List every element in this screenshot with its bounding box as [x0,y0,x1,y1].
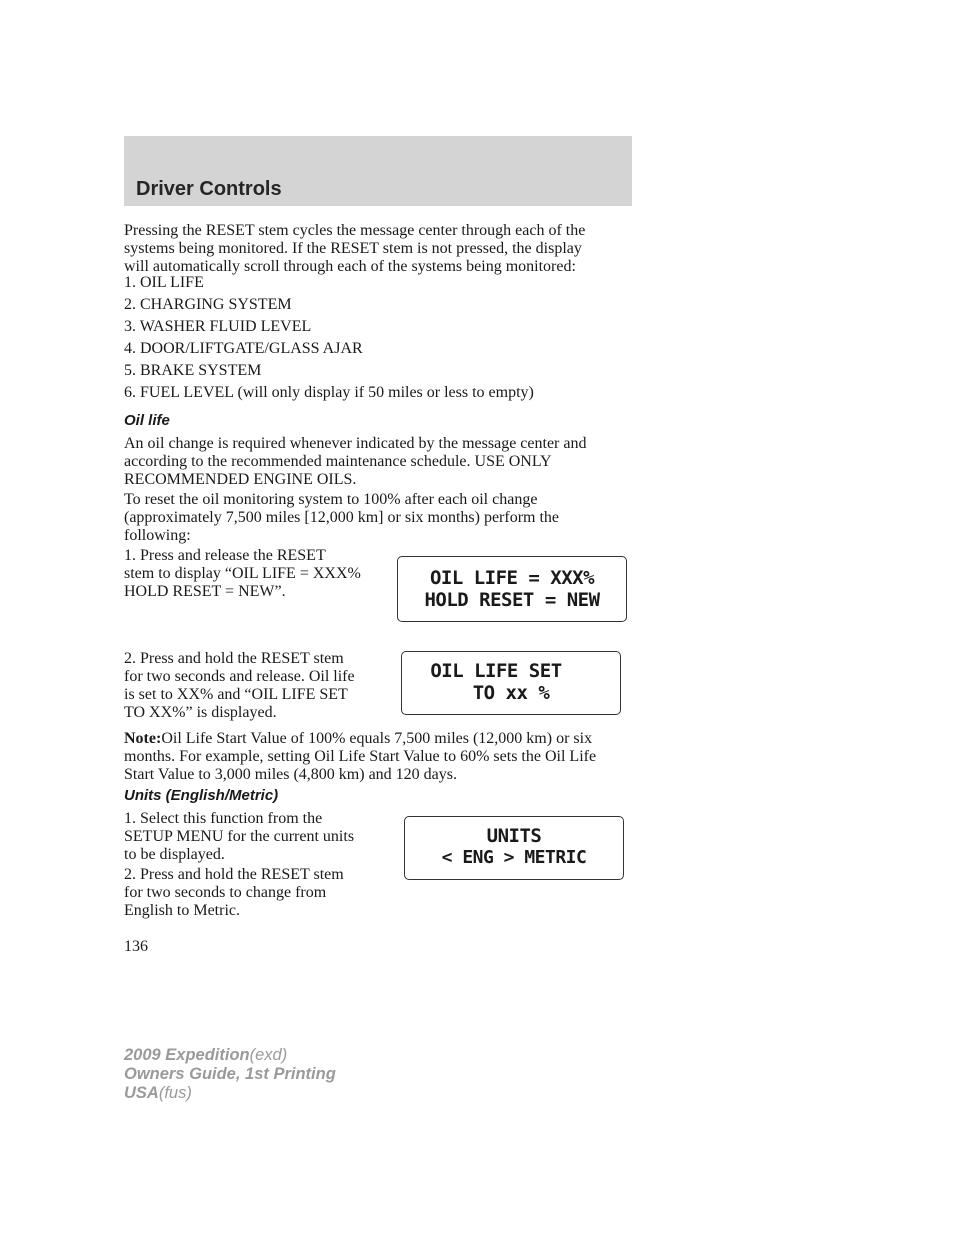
message-display-oil-life-set [401,651,621,715]
intro-line: systems being monitored. If the RESET stem is not pressed, the display [124,240,582,257]
units-step-2 [124,866,394,920]
paragraph-line: (approximately 7,500 miles [12,000 km] or six months) perform the [124,509,560,526]
step-line: 1. Select this function from the [124,810,323,827]
oil-step-2 [124,650,394,722]
oil-reset-paragraph [124,491,644,545]
footer-model-code: (exd) [249,1046,288,1064]
step-line: is set to XX% and “OIL LIFE SET [124,686,348,703]
paragraph-line: following: [124,527,191,544]
note-paragraph [124,730,644,784]
list-item: 6. FUEL LEVEL (will only display if 50 miles or less to empty) [124,384,534,401]
note-line: months. For example, setting Oil Life Start Value to 60% sets the Oil Life [124,748,597,765]
step-line: 1. Press and release the RESET [124,547,326,564]
paragraph-line: An oil change is required whenever indicated by the message center and [124,435,587,452]
footer-line [124,1065,336,1084]
step-line: for two seconds and release. Oil life [124,668,355,685]
paragraph-line: RECOMMENDED ENGINE OILS. [124,471,357,488]
footer-model: 2009 Expedition [124,1046,250,1064]
units-heading: Units (English/Metric) [124,787,279,804]
section-header [124,136,632,206]
display-line: HOLD RESET = NEW [424,589,600,611]
paragraph-line: To reset the oil monitoring system to 100% after each oil change [124,491,538,508]
units-step-1 [124,810,394,864]
intro-line: Pressing the RESET stem cycles the message center through each of the [124,222,586,239]
step-line: 2. Press and hold the RESET stem [124,650,344,667]
footer-printing: Owners Guide, 1st Printing [124,1065,336,1083]
section-title: Driver Controls [136,178,282,200]
step-line: 2. Press and hold the RESET stem [124,866,344,883]
note-text: Oil Life Start Value of 100% equals 7,500 miles (12,000 km) or six [161,730,593,747]
footer-line [124,1046,336,1065]
display-line: TO xx % [472,682,550,704]
note-label: Note: [124,730,162,747]
step-line: HOLD RESET = NEW”. [124,583,286,600]
page-number: 136 [124,938,148,955]
list-item: 5. BRAKE SYSTEM [124,362,262,379]
message-display-oil-life [397,556,627,622]
display-line: OIL LIFE SET [430,660,562,682]
footer-market: USA [124,1084,159,1102]
step-line: to be displayed. [124,846,225,863]
step-line: SETUP MENU for the current units [124,828,355,845]
note-line [124,730,644,748]
display-line: < ENG > METRIC [441,847,587,868]
footer-line [124,1084,336,1103]
systems-list [124,274,644,402]
paragraph-line: according to the recommended maintenance schedule. USE ONLY [124,453,552,470]
list-item: 4. DOOR/LIFTGATE/GLASS AJAR [124,340,363,357]
display-line: UNITS [486,825,542,847]
document-footer [124,1046,336,1103]
oil-life-paragraph [124,435,644,489]
step-line: TO XX%” is displayed. [124,704,277,721]
step-line: stem to display “OIL LIFE = XXX% [124,565,361,582]
list-item: 1. OIL LIFE [124,274,204,291]
step-line: for two seconds to change from [124,884,327,901]
list-item: 2. CHARGING SYSTEM [124,296,292,313]
intro-paragraph [124,222,644,276]
note-line: Start Value to 3,000 miles (4,800 km) and 120 days. [124,766,457,783]
display-line: OIL LIFE = XXX% [429,567,595,589]
step-line: English to Metric. [124,902,240,919]
intro-line: will automatically scroll through each of the systems being monitored: [124,258,576,275]
list-item: 3. WASHER FLUID LEVEL [124,318,312,335]
footer-market-code: (fus) [158,1084,192,1102]
oil-life-heading: Oil life [124,412,170,429]
oil-step-1 [124,547,394,601]
message-display-units [404,816,624,880]
